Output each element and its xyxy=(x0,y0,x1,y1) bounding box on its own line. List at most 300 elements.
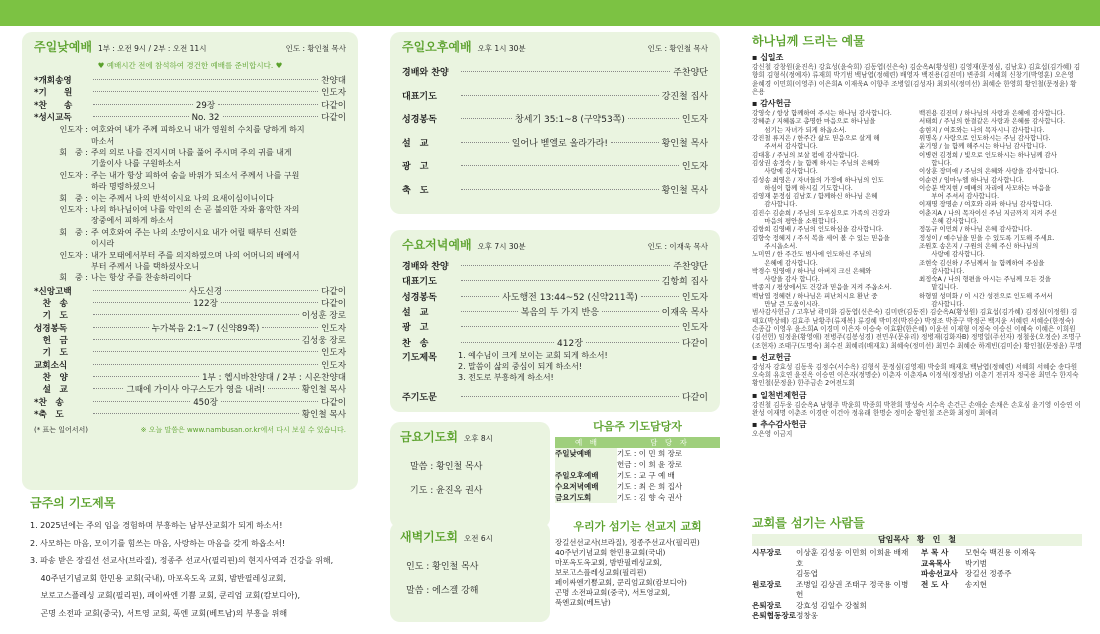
responsive-line xyxy=(48,147,346,158)
leader-dots xyxy=(225,290,318,291)
leader-dots xyxy=(641,296,679,297)
thanks-columns xyxy=(752,109,1082,308)
offering-title: 하나님께 드리는 예물 xyxy=(752,34,865,48)
leader-dots xyxy=(628,118,679,119)
tithe-section xyxy=(752,52,1082,96)
top-green-bar xyxy=(0,0,1100,26)
thanks-line: 사랑에 감사합니다. xyxy=(925,250,985,259)
thanks-line: 조현숙 김신하 / 주님께서 늘 함께하여 주심을 xyxy=(919,258,1045,267)
responsive-text: 마소서 xyxy=(91,136,115,146)
afternoon-worship-box xyxy=(390,32,720,214)
leader-dots xyxy=(93,91,318,92)
thanks-line: 서태희 / 주님의 한결같은 사랑과 은혜를 감사합니다. xyxy=(919,117,1066,126)
staff-row xyxy=(921,569,1082,580)
order-label: 찬 양 xyxy=(34,372,68,383)
missionary-line: 곤명 소전파교회(중국), 서트영교회, xyxy=(555,588,671,597)
order-row xyxy=(34,297,346,309)
responsive-text: 부터 주께서 나를 택하셨사오니 xyxy=(91,262,200,272)
responsive-line xyxy=(48,238,346,249)
afternoon-worship-preacher: 인도 : 황인철 목사 xyxy=(647,44,708,53)
order-label: 광 고 xyxy=(402,162,429,173)
prayer-topic-item: 보로고스플레싱 교회(필리핀), 페이싸엔 기쁨 교회, 쿤리엄 교회(캄보디아), xyxy=(30,591,301,600)
thousand-offering-title: ▪ 일천번제헌금 xyxy=(752,390,807,400)
afternoon-order xyxy=(402,60,708,201)
order-label: 찬 송 xyxy=(34,299,68,310)
order-content: 복음의 두 가지 반응 xyxy=(520,308,599,319)
leader-dots xyxy=(461,280,659,281)
afternoon-worship-header xyxy=(402,38,708,55)
order-label: 설 교 xyxy=(402,308,429,319)
thanks-line: 김향숙 정혜지 / 주식 복을 세어 볼 수 있는 믿음을 xyxy=(752,233,890,242)
order-row xyxy=(402,178,708,202)
thousand-offering-section xyxy=(752,390,1082,418)
leader-dots xyxy=(221,401,318,402)
sunday-worship-preacher: 인도 : 황인철 목사 xyxy=(285,44,346,53)
order-row xyxy=(402,319,708,334)
thanks-line: 마음의 평안을 소원합니다. xyxy=(758,217,839,226)
leader-dots xyxy=(93,401,190,402)
thanks-section xyxy=(752,98,1082,350)
thanks-line: 강혜준 / 지혜롭고 총명한 마음으로 하나님을 xyxy=(752,117,876,126)
order-row xyxy=(34,99,346,111)
order-leader: 이성훈 장로 xyxy=(301,311,346,322)
order-label: *기 원 xyxy=(34,88,73,99)
staff-names: 장길선 정종주 xyxy=(965,569,1012,578)
order-content: 일어나 벧엘로 올라가라! xyxy=(511,138,608,149)
order-leader: 인도자 xyxy=(321,348,346,359)
order-label: 설 교 xyxy=(34,385,68,396)
order-leader: 인도자 xyxy=(681,162,708,173)
thanks-line: 김항희 김영배 / 주님의 인도하심을 감사합니다. xyxy=(752,225,884,234)
thanks-line: 이재명 장명순 / 여호와 라파 하나님 감사합니다. xyxy=(919,200,1053,209)
order-content: 창세기 35:1~8 (구약53쪽) xyxy=(515,115,625,126)
leader-dots xyxy=(93,79,318,80)
next-week-person: 기도 : 김 향 숙 권사 xyxy=(617,493,683,502)
order-label: 성경봉독 xyxy=(402,292,437,303)
staff-row xyxy=(921,559,1082,570)
thanks-line: 은혜에 감사합니다. xyxy=(758,258,818,267)
leader-dots xyxy=(602,311,659,312)
order-label: 기 도 xyxy=(34,311,68,322)
leader-dots xyxy=(93,116,189,117)
next-week-table xyxy=(555,437,720,503)
order-leader: 인도자 xyxy=(321,360,346,371)
next-week-person: 기도 : 최 은 희 집사 xyxy=(617,482,683,491)
leader-dots xyxy=(461,311,518,312)
staff-names: 강효성 김일수 강철희 xyxy=(796,600,867,610)
afternoon-worship-title: 주일오후예배 xyxy=(402,40,472,54)
order-content: 누가복음 2:1~7 (신약89쪽) xyxy=(151,323,260,334)
order-leader: 김성웅 장로 xyxy=(301,336,346,347)
missionary-line: 푹엔교회(베트남) xyxy=(555,598,611,607)
next-week-prayer-section xyxy=(555,418,720,503)
wednesday-prayer-item: 1. 예수님이 크게 보이는 교회 되게 하소서! xyxy=(458,350,608,360)
prayer-topic-item: 2. 사모하는 마음, 모이기를 힘쓰는 마음, 사랑하는 마음을 갖게 하옵소서! xyxy=(30,538,286,548)
order-leader: 인도자 xyxy=(681,292,708,303)
mission-section xyxy=(752,352,1082,388)
leader-dots xyxy=(461,296,499,297)
leader-dots xyxy=(461,71,670,72)
order-label: *성시교독 xyxy=(34,112,72,123)
leader-dots xyxy=(461,265,670,266)
wednesday-prayer-row xyxy=(402,350,708,383)
order-label: 찬 송 xyxy=(402,338,429,349)
lords-prayer-label: 주기도문 xyxy=(402,392,437,403)
order-content: 29장 xyxy=(195,100,216,111)
next-week-service: 금요기도회 xyxy=(555,492,617,503)
staff-role: 전 도 사 xyxy=(921,579,949,589)
next-week-header-service: 예 배 xyxy=(555,437,617,448)
staff-row xyxy=(752,601,913,612)
afternoon-worship-time: 오후 1시 30분 xyxy=(477,44,526,53)
dawn-prayer-time: 오전 6시 xyxy=(463,534,493,543)
responsive-text: 주의 의로 나를 건지시며 나를 풀어 주시며 주의 귀를 내게 xyxy=(91,148,292,157)
order-label: 경배와 찬양 xyxy=(402,68,449,79)
thousand-offering-names: 강진철 김두웅 김순옥A 남형주 박윤희 박종희 박찬희 방성숙 서수옥 손건근 손애순 손채은 손호심 윤기영 이승연 이완성 이재명 이춘조 이경란 이건아 정유래 한명순 정미순 황인철 조은화 최정미 최애리 xyxy=(752,400,1081,417)
order-label: 설 교 xyxy=(402,138,429,149)
order-row xyxy=(402,154,708,178)
order-leader: 다같이 xyxy=(321,112,346,123)
order-row xyxy=(34,74,346,86)
thanks-line: 강진철 류지은 / 한주간 삶도 믿음으로 살게 해 xyxy=(752,134,880,143)
dawn-leader: 인도 : 황인철 목사 xyxy=(406,562,479,572)
order-content: 사도행전 13:44~52 (신약211쪽) xyxy=(502,292,638,303)
staff-names: 송지현 xyxy=(965,579,988,589)
next-week-service: 수요저녁예배 xyxy=(555,481,617,492)
order-label: 광 고 xyxy=(402,323,429,334)
harvest-title: ▪ 추수감사헌금 xyxy=(752,420,807,430)
staff-role: 교육목사 xyxy=(921,558,951,568)
order-content: 412장 xyxy=(557,338,583,349)
thanks-line: 위명옥 / 사랑으로 인도하시는 주님 감사합니다. xyxy=(919,134,1051,143)
sunday-worship-box xyxy=(22,32,358,490)
responsive-text: 주는 내가 항상 피하여 숨을 바위가 되소서 주께서 나를 구원 xyxy=(91,170,300,180)
friday-prayer-title: 금요기도회 xyxy=(400,430,458,444)
thanks-line: 박종지 / 평상에서도 건강과 믿음을 지켜 주옵소서. xyxy=(752,283,892,292)
friday-prayer-box xyxy=(390,422,550,528)
order-label: *축 도 xyxy=(34,409,64,420)
thanks-line: 김성송 최영은 / 자녀들의 가정에 하나님의 인도 xyxy=(752,175,884,184)
leader-dots xyxy=(93,327,149,328)
order-row xyxy=(34,322,346,334)
responsive-text: 내가 모태에서부터 주를 의지하였으며 나의 어머니의 배에서 xyxy=(91,250,300,260)
staff-role: 부 목 사 xyxy=(921,548,949,557)
friday-sermon: 말씀 : 황인철 목사 xyxy=(410,462,483,472)
dawn-prayer-box xyxy=(390,522,550,622)
harvest-section xyxy=(752,419,1082,438)
order-row xyxy=(402,258,708,273)
order-leader: 이재욱 목사 xyxy=(661,308,708,319)
leader-dots xyxy=(461,118,512,119)
order-leader: 찬양대 xyxy=(321,76,346,86)
order-row xyxy=(34,111,346,123)
sunday-worship-time: 1부 : 오전 9시 / 2부 : 오전 11시 xyxy=(97,44,207,53)
dawn-prayer-header xyxy=(400,528,540,545)
responsive-text: 이시라 xyxy=(91,239,115,249)
order-row xyxy=(402,304,708,319)
dawn-sermon: 말씀 : 에스겔 강해 xyxy=(406,586,479,596)
responsive-text: 나의 하나님이여 나를 악인의 손 곧 불의한 자와 흉악한 자의 xyxy=(91,205,300,215)
responsive-line xyxy=(48,227,346,238)
senior-pastor: 담임목사 황 인 철 xyxy=(752,534,1082,546)
leader-dots xyxy=(586,342,679,343)
thanks-line: 은혜 감사합니다. xyxy=(925,217,979,226)
order-leader: 황인철 목사 xyxy=(301,385,346,396)
responsive-speaker: 회 중 : xyxy=(59,193,88,203)
leader-dots xyxy=(93,376,199,377)
next-week-row xyxy=(555,470,720,481)
standing-note: (* 표는 일어서서) xyxy=(34,426,88,435)
leader-dots xyxy=(93,339,299,340)
responsive-speaker xyxy=(48,158,88,169)
staff-right-column xyxy=(921,548,1082,622)
leader-dots xyxy=(461,142,509,143)
missionary-title: 우리가 섬기는 선교지 교회 xyxy=(573,520,702,533)
sunday-order-bottom xyxy=(34,285,346,420)
prayer-topic-item: 3. 파송 받은 장길선 선교사(브라질), 정종주 선교사(필리핀)의 현지사역과 건강을 위해, xyxy=(30,556,334,565)
thanks-line: 정성이 / 예수님을 믿을 수 있도록 기도해 주세요. xyxy=(919,233,1055,242)
harvest-names: 오은영 이금지 xyxy=(752,430,793,439)
tithe-title: ▪ 십일조 xyxy=(752,53,784,62)
order-row xyxy=(402,107,708,131)
wednesday-order xyxy=(402,258,708,350)
thanks-line: 송현지 / 여호와는 나의 목자시니 감사합니다. xyxy=(919,125,1045,134)
prayer-topics-section xyxy=(30,494,360,622)
responsive-speaker: 회 중 : xyxy=(59,148,88,157)
responsive-speaker xyxy=(48,136,88,147)
missionary-line: 페이싸엔기쁨교회, 쿤리엄교회(캄보디아) xyxy=(555,578,687,587)
staff-names: 조병일 김상권 조태구 정국용 이병헌 xyxy=(796,579,909,599)
responsive-line xyxy=(48,193,346,204)
order-row xyxy=(34,383,346,395)
order-row xyxy=(34,359,346,371)
next-week-row xyxy=(555,481,720,492)
thanks-line: 맡깁니다. xyxy=(925,283,959,292)
wednesday-worship-preacher: 인도 : 이재욱 목사 xyxy=(647,242,708,251)
staff-row xyxy=(752,580,913,601)
staff-row xyxy=(752,548,913,569)
responsive-speaker: 회 중 : xyxy=(59,273,88,283)
staff-names: 모현숙 백진용 이재욱 xyxy=(965,548,1036,557)
leader-dots xyxy=(262,327,318,328)
sunday-worship-note: ♥ 예배시간 전에 참석하여 경건한 예배를 준비합시다. ♥ xyxy=(97,61,283,70)
leader-dots xyxy=(268,388,298,389)
thanks-line: 주셔서 감사합니다. xyxy=(758,142,818,151)
order-label: 성경봉독 xyxy=(402,115,437,126)
thanks-line: 이상훈 장미애 / 주님의 은혜와 사랑을 감사합니다. xyxy=(919,167,1059,176)
responsive-speaker xyxy=(48,181,88,192)
thanks-line: 사랑을 감사 합니다. xyxy=(758,275,820,284)
order-leader: 인도자 xyxy=(321,323,346,334)
leader-dots xyxy=(93,388,123,389)
next-week-title: 다음주 기도담당자 xyxy=(593,420,682,433)
wednesday-prayer-item: 2. 말씀이 삶의 중심이 되게 하소서! xyxy=(458,361,583,371)
order-leader: 주찬양단 xyxy=(673,262,708,273)
responsive-line xyxy=(48,272,346,283)
order-leader: 다같이 xyxy=(321,286,346,297)
order-row xyxy=(402,289,708,304)
thanks-line: 김진수 김순희 / 주님의 도우심으로 가족의 건강과 xyxy=(752,208,890,217)
order-row xyxy=(34,334,346,346)
responsive-line xyxy=(48,250,346,261)
order-label: 교회소식 xyxy=(34,360,68,371)
thanks-line: 하형열 성미화 / 이 시간 성전으로 인도해 주셔서 xyxy=(919,291,1053,300)
order-label: 경배와 찬양 xyxy=(402,262,449,273)
thanks-line: 하심이 함께 하시길 기도합니다. xyxy=(758,183,853,192)
thanks-line: 사랑에 감사합니다. xyxy=(758,167,818,176)
order-content: 그때에 가이사 아구스도가 영을 내려! xyxy=(126,385,266,396)
wednesday-prayer-label: 기도제목 xyxy=(402,352,437,363)
responsive-reading xyxy=(48,124,346,284)
thanks-line: 이순련 / 임마누엘 하나님 감사합니다. xyxy=(919,175,1024,184)
order-leader: 김항희 집사 xyxy=(661,277,708,288)
order-leader: 황인철 목사 xyxy=(661,185,708,196)
thanks-line: 조원호 송은지 / 구원의 은혜 주신 하나님의 xyxy=(919,241,1039,250)
staff-role: 파송선교사 xyxy=(921,569,958,578)
thanks-line: 이병련 김정희 / 빛으로 인도하시는 하나님께 감사 xyxy=(919,150,1057,159)
order-content: 사도신경 xyxy=(188,286,223,297)
staff-names: 정창웅 xyxy=(796,611,819,620)
next-week-header-person: 담 당 자 xyxy=(617,437,720,448)
prayer-topic-item: 곤명 소전파 교회(중국), 서트영 교회, 푹엔 교회(베트남)의 부흥을 위해 xyxy=(30,608,288,618)
leader-dots xyxy=(461,342,554,343)
staff-row xyxy=(921,548,1082,559)
missionary-line: 40주년기념교회 한민용교회(국내) xyxy=(555,548,666,557)
wednesday-prayer-list xyxy=(458,350,608,383)
order-row xyxy=(402,131,708,155)
wednesday-lords-prayer-row xyxy=(402,389,708,404)
thanks-line: 백진용 김진미 / 하나님의 사랑과 은혜에 감사합니다. xyxy=(919,109,1066,118)
leader-dots xyxy=(218,104,318,105)
staff-names: 김동엽 xyxy=(796,569,819,578)
leader-dots xyxy=(461,189,659,190)
order-leader: 다같이 xyxy=(321,397,346,408)
thanks-line: 노미연 / 한 주간도 범사에 인도하신 주님의 xyxy=(752,250,872,259)
responsive-speaker: 인도자 : xyxy=(59,125,88,135)
responsive-text: 기울이사 나를 구원하소서 xyxy=(91,159,182,169)
order-label: 성경봉독 xyxy=(34,323,68,334)
order-label: *찬 송 xyxy=(34,100,73,111)
order-leader: 황인철 목사 xyxy=(661,138,708,149)
responsive-speaker: 회 중 : xyxy=(59,227,88,237)
staff-grid xyxy=(752,548,1082,622)
staff-role: 은퇴협동장로 xyxy=(752,611,797,620)
staff-row xyxy=(752,569,913,580)
staff-names: 이상훈 김성웅 이민희 이희윤 배재호 xyxy=(796,548,909,568)
next-week-person: 기도 : 교 구 예 배 xyxy=(617,471,675,480)
leader-dots xyxy=(461,95,659,96)
prayer-topics-title: 금주의 기도제목 xyxy=(30,496,116,510)
staff-role: 은퇴장로 xyxy=(752,600,782,610)
responsive-line xyxy=(48,124,346,135)
wednesday-worship-header xyxy=(402,236,708,253)
missionary-list xyxy=(555,538,720,608)
leader-dots xyxy=(223,116,319,117)
staff-row xyxy=(752,611,913,622)
responsive-text: 주 여호와여 주는 나의 소망이시요 내가 어릴 때부터 신뢰한 xyxy=(91,227,297,237)
order-label: *찬 송 xyxy=(34,397,64,408)
order-row xyxy=(402,273,708,288)
leader-dots xyxy=(93,314,299,315)
order-leader: 1부 : 헵시바찬양대 / 2부 : 시온찬양대 xyxy=(202,372,346,383)
thanks-line: 감사합니다. xyxy=(925,266,965,275)
wednesday-worship-time: 오후 7시 30분 xyxy=(477,242,526,251)
friday-prayer-time: 오후 8시 xyxy=(463,434,493,443)
order-label: 헌 금 xyxy=(34,336,68,347)
next-week-row xyxy=(555,492,720,503)
responsive-text: 장중에서 피하게 하소서 xyxy=(91,216,174,226)
next-week-row xyxy=(555,448,720,459)
thanks-line: 김영재 문정심 김남호 / 함께하신 하나님 은혜 xyxy=(752,192,878,201)
responsive-text: 나는 항상 주를 찬송하리이다 xyxy=(91,273,192,283)
thanks-line: 강영숙 / 항상 함께하여 주시는 하나님 감사합니다. xyxy=(752,109,892,118)
order-row xyxy=(402,60,708,84)
thanks-right-column xyxy=(919,109,1082,308)
staff-names: 박기범 xyxy=(965,558,988,568)
thanks-tail: 범사감사헌금 / 고후남 곽미화 김동엽(신은숙) 김미란(김동진) 김순옥A(황성원) 김효섭(김가혜) 김정심(이정원) 김태호(박상혜) 김효주 남황주(류재복) 류경혜 박미진(박진순) 박정조 박종구 박정곤 백지윤 서혜련 서혜순(한정숙) 손종갑 이영우 윤소희A 이경미 이은자 이승숙 이효환(한은혜) 이윤선 이재형 이정숙 이승신 이혜숙 이혜은 이희원(김선헌) 임정윤(황영애) 전병주(김봉성경) 전민우(문유리) 정병재(김화자B) 정명일(주선자) 정철웅(오정순) 조명구(조현자) 조태구(도명숙) 최수진 최혜리(배재호) 최혜숙(정미선) 최민수 최혜순 하계빈(김미순) 황인철(문정윤) 무명 xyxy=(752,308,1082,350)
staff-left-column xyxy=(752,548,913,622)
wednesday-worship-title: 수요저녁예배 xyxy=(402,238,472,252)
order-row xyxy=(34,408,346,420)
next-week-person: 헌금 : 이 희 윤 장로 xyxy=(617,460,683,469)
responsive-line xyxy=(48,170,346,181)
thanks-title: ▪ 감사헌금 xyxy=(752,99,792,109)
mission-title: ▪ 선교헌금 xyxy=(752,352,792,362)
prayer-topic-item: 1. 2025년에는 주의 임을 경험하며 부흥하는 남부산교회가 되게 하소서! xyxy=(30,521,283,530)
thanks-line: 정동규 이민희 / 하나님 은혜 감사합니다. xyxy=(919,225,1033,234)
leader-dots xyxy=(93,290,186,291)
staff-role xyxy=(752,569,796,580)
order-label: *개회송영 xyxy=(34,76,72,86)
offering-section xyxy=(752,32,1082,441)
tithe-names: 강신철 강창원(윤진옥) 강효성(윤숙희) 김동엽(신은숙) 김순옥A(황성원) 김영재(문정심, 김남호) 김효섭(김가혜) 김향희 김형식(정예자) 류재희 박기범 백남엽(정혜련) 배영자 백진용(김진미) 변종희 서혜희 신창기(박영훈) 오은영 윤혜경 이민희(이영주) 이은희A 이재욱A 이향주 조병일(김성자) 최외식(정미선) 최혜순 한영희 황인철(문정윤) 황은용 xyxy=(752,63,1081,96)
thanks-line: 합니다. xyxy=(925,158,952,167)
next-week-person: 기도 : 이 민 희 장로 xyxy=(617,449,683,458)
leader-dots xyxy=(611,142,659,143)
responsive-speaker: 인도자 : xyxy=(59,250,88,260)
order-leader: 다같이 xyxy=(321,299,346,310)
staff-section xyxy=(752,514,1082,622)
order-row xyxy=(34,371,346,383)
responsive-speaker: 인도자 : xyxy=(59,205,88,215)
order-row xyxy=(34,346,346,358)
thanks-line: 만날 큰 도움이시라. xyxy=(758,300,820,309)
thanks-line: 이승분 박지현 / 예배의 자리에 사모하는 마음을 xyxy=(919,183,1051,192)
order-content: No. 32 xyxy=(191,112,220,123)
leader-dots xyxy=(221,302,318,303)
responsive-text: 이는 주께서 나의 반석이시요 나의 요새이심이니이다 xyxy=(91,193,274,203)
thanks-line: 백남엽 정혜련 / 하나님은 피난처시요 환난 중 xyxy=(752,291,878,300)
order-row xyxy=(402,334,708,349)
order-row xyxy=(34,309,346,321)
missionary-line: 마포옥도옥교회, 밤반필레싱교회, xyxy=(555,558,663,567)
leader-dots xyxy=(461,165,679,166)
order-row xyxy=(34,86,346,98)
responsive-line xyxy=(48,158,346,169)
thanks-line: 박경수 임영애 / 하나님 아버지 크신 은혜와 xyxy=(752,266,872,275)
next-week-service: 주일낮예배 xyxy=(555,448,617,459)
missionary-line: 보로고스플레싱교회(필리핀) xyxy=(555,568,647,577)
prayer-topic-item: 40주년기념교회 한민용 교회(국내), 마포옥도옥 교회, 밤반필레싱교회, xyxy=(30,573,286,583)
thanks-line: 감사합니다. xyxy=(925,300,965,309)
order-leader: 황인철 목사 xyxy=(301,409,346,420)
staff-role: 원로장로 xyxy=(752,579,782,589)
thanks-left-column xyxy=(752,109,915,308)
order-label: 축 도 xyxy=(402,185,429,196)
responsive-line xyxy=(48,215,346,226)
prayer-topics-list xyxy=(30,517,360,622)
order-leader: 인도자 xyxy=(681,115,708,126)
